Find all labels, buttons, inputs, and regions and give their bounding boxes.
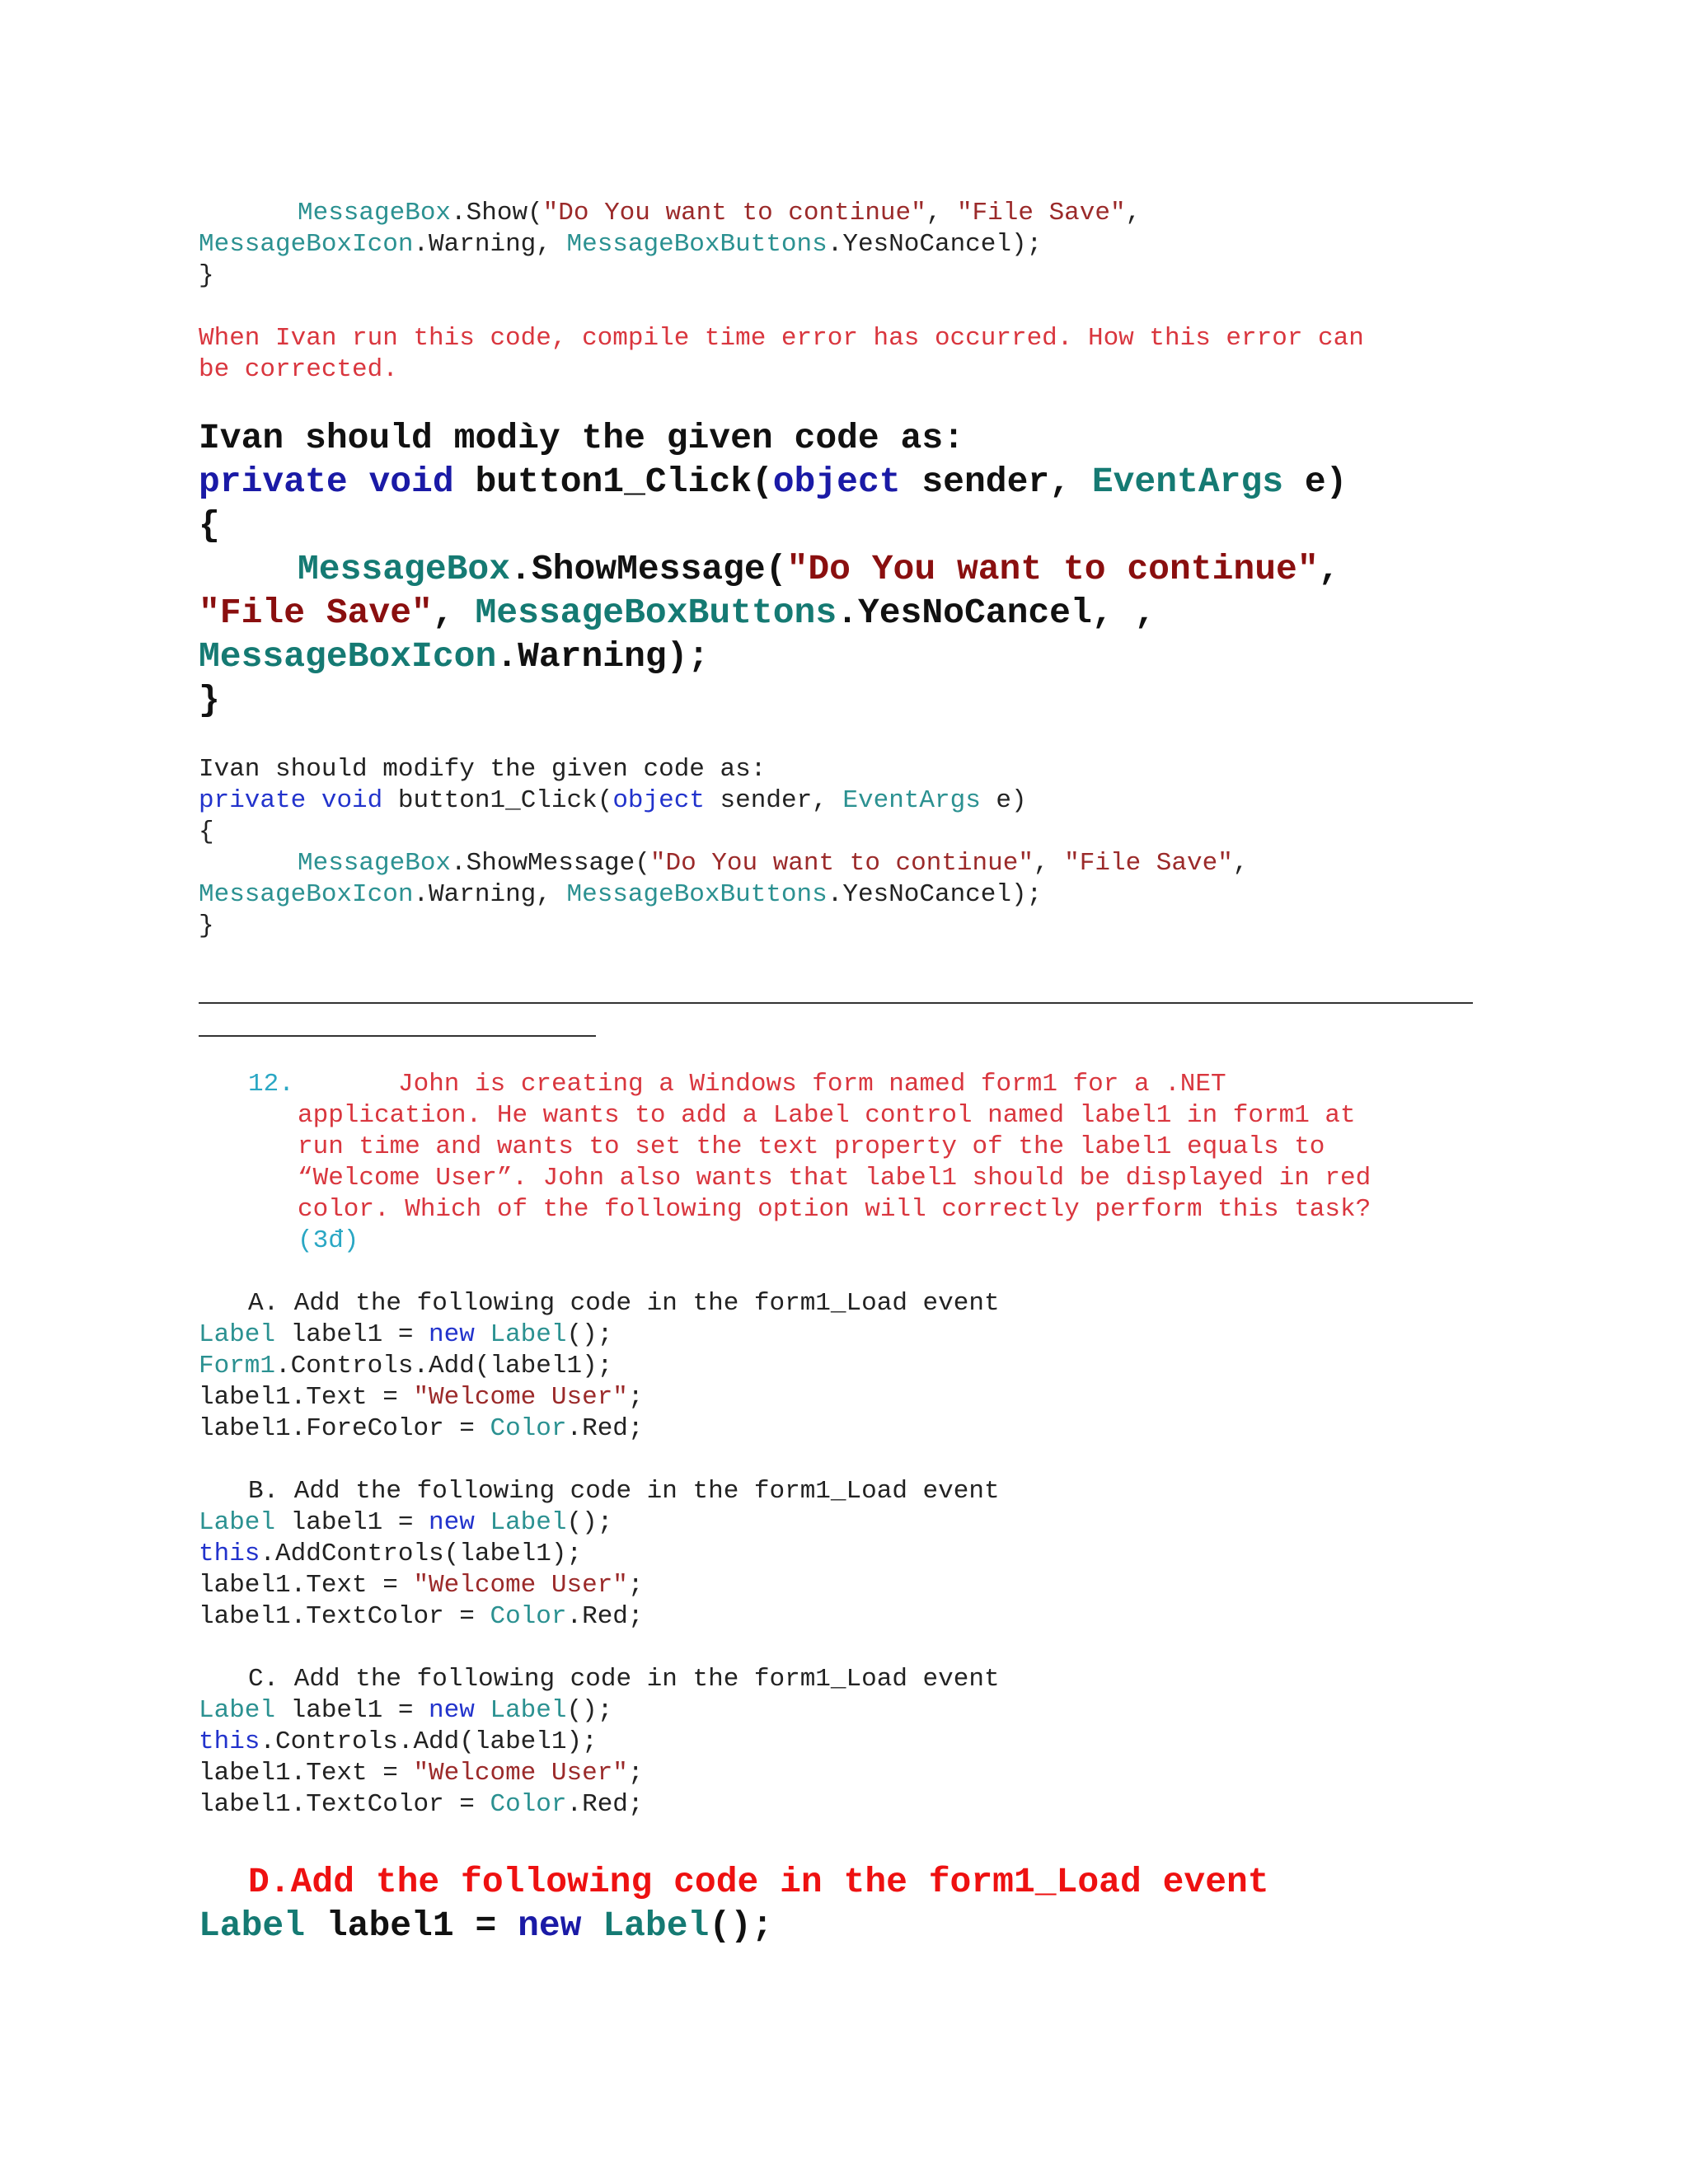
code-string: "Do You want to continue": [786, 549, 1319, 589]
code-text: ();: [566, 1508, 613, 1537]
code-text: ();: [566, 1696, 613, 1725]
code-text: .YesNoCancel);: [827, 880, 1043, 909]
code-text: .ShowMessage(: [451, 849, 650, 878]
code-text: button1_Click(: [397, 786, 613, 815]
code-text: label1.Text =: [199, 1759, 414, 1788]
code-keyword: new: [429, 1320, 475, 1349]
code-type: MessageBox: [298, 849, 452, 878]
code-text: ,: [432, 593, 476, 633]
code-brace: }: [199, 912, 214, 940]
question-text: be corrected.: [199, 355, 398, 384]
code-text: .YesNoCancel, ,: [837, 593, 1156, 633]
code-text: ,: [926, 199, 957, 227]
code-text: ,: [1033, 849, 1065, 878]
code-type: Label: [199, 1905, 306, 1946]
code-keyword: this: [199, 1727, 260, 1756]
code-text: [582, 1905, 603, 1946]
separator-line: [199, 1035, 596, 1037]
code-keyword: object: [612, 786, 705, 815]
option-b-title: B. Add the following code in the form1_Load event: [248, 1477, 1000, 1506]
code-line: [199, 1905, 773, 1946]
code-type: Color: [490, 1414, 567, 1443]
code-line: [199, 1792, 644, 1817]
question-text: run time and wants to set the text property of the label1 equals to: [298, 1132, 1325, 1161]
code-type: MessageBoxIcon: [199, 230, 414, 259]
code-text: label1.TextColor =: [199, 1790, 490, 1819]
code-text: ,: [1318, 549, 1340, 589]
code-text: label1 =: [275, 1696, 429, 1725]
code-line: [199, 1541, 582, 1567]
code-type: Label: [199, 1508, 276, 1537]
code-text: label1 =: [305, 1905, 518, 1946]
question-text: application. He wants to add a Label control named label1 in form1 at: [298, 1101, 1356, 1130]
code-line: [199, 1698, 612, 1723]
code-text: [475, 1508, 490, 1537]
code-type: MessageBoxButtons: [566, 230, 828, 259]
option-a-title: A. Add the following code in the form1_Load event: [248, 1289, 1000, 1318]
code-text: label1.ForeColor =: [199, 1414, 490, 1443]
code-string: "Welcome User": [413, 1571, 628, 1600]
code-line: [199, 462, 1348, 502]
code-type: MessageBoxButtons: [475, 593, 837, 633]
question-text: John is creating a Windows form named form1 for a .NET: [398, 1070, 1226, 1099]
code-line: [298, 551, 1339, 587]
code-text: .Red;: [566, 1414, 644, 1443]
code-text: ;: [627, 1383, 644, 1412]
code-type: Label: [603, 1905, 710, 1946]
code-type: MessageBoxIcon: [199, 636, 497, 677]
code-string: "Do You want to continue": [542, 199, 926, 227]
question-text: When Ivan run this code, compile time error has occurred. How this error can: [199, 324, 1364, 353]
code-string: "File Save": [199, 593, 433, 633]
code-text: ,: [1232, 849, 1249, 878]
code-type: MessageBox: [298, 199, 452, 227]
option-c-title: C. Add the following code in the form1_Load event: [248, 1665, 1000, 1694]
code-keyword: object: [772, 462, 901, 502]
code-type: EventArgs: [1091, 462, 1284, 502]
code-type: Label: [199, 1696, 276, 1725]
code-text: label1.Text =: [199, 1383, 414, 1412]
code-text: .Warning,: [413, 230, 567, 259]
code-text: .Show(: [451, 199, 543, 227]
code-text: ;: [627, 1759, 644, 1788]
code-line: [298, 851, 1248, 876]
code-text: [475, 1696, 490, 1725]
code-keyword: void: [321, 786, 383, 815]
code-text: [475, 1320, 490, 1349]
code-string: "Do You want to continue": [649, 849, 1034, 878]
code-brace: }: [199, 261, 214, 290]
code-type: MessageBoxButtons: [566, 880, 828, 909]
code-type: MessageBox: [298, 549, 511, 589]
code-text: ,: [1125, 199, 1142, 227]
code-keyword: new: [429, 1508, 475, 1537]
code-keyword: new: [429, 1696, 475, 1725]
code-type: Form1: [199, 1352, 276, 1380]
code-line: [199, 593, 1156, 633]
code-string: "File Save": [1064, 849, 1233, 878]
code-type: EventArgs: [842, 786, 981, 815]
code-type: Label: [490, 1320, 567, 1349]
code-text: .ShowMessage(: [510, 549, 787, 589]
code-line: [199, 636, 710, 677]
code-text: ();: [709, 1905, 773, 1946]
code-text: .Controls.Add(label1);: [275, 1352, 613, 1380]
question-points: (3đ): [298, 1226, 359, 1255]
code-text: label1.Text =: [199, 1571, 414, 1600]
code-text: .Controls.Add(label1);: [260, 1727, 598, 1756]
code-line: [199, 263, 214, 288]
code-type: MessageBoxIcon: [199, 880, 414, 909]
separator-line: [199, 1002, 1473, 1004]
code-line: [199, 1510, 612, 1535]
code-keyword: private: [199, 786, 307, 815]
answer-intro: Ivan should modìy the given code as:: [199, 418, 964, 458]
code-string: "File Save": [956, 199, 1126, 227]
code-keyword: this: [199, 1540, 260, 1568]
code-text: .Red;: [566, 1790, 644, 1819]
question-text: color. Which of the following option will correctly perform this task?: [298, 1195, 1372, 1224]
code-line: [298, 200, 1141, 226]
code-text: e): [1283, 462, 1348, 502]
code-text: button1_Click(: [475, 462, 773, 502]
code-text: label1 =: [275, 1320, 429, 1349]
code-line: [199, 1729, 598, 1755]
code-brace: {: [199, 818, 214, 846]
code-line: [199, 1416, 644, 1441]
code-line: [199, 788, 1027, 813]
code-text: label1.TextColor =: [199, 1602, 490, 1631]
answer-intro: Ivan should modify the given code as:: [199, 755, 767, 784]
code-keyword: new: [518, 1905, 582, 1946]
code-text: label1 =: [275, 1508, 429, 1537]
code-text: .Red;: [566, 1602, 644, 1631]
code-line: [199, 1760, 644, 1786]
code-brace: {: [199, 505, 220, 546]
code-type: Label: [490, 1696, 567, 1725]
question-text: “Welcome User”. John also wants that label1 should be displayed in red: [298, 1164, 1372, 1193]
code-text: .Warning,: [413, 880, 567, 909]
code-line: [199, 1604, 644, 1629]
code-line: [199, 232, 1042, 257]
code-string: "Welcome User": [413, 1759, 628, 1788]
code-text: ();: [566, 1320, 613, 1349]
code-text: sender,: [704, 786, 843, 815]
code-keyword: void: [368, 462, 454, 502]
code-text: ;: [627, 1571, 644, 1600]
code-text: e): [980, 786, 1027, 815]
code-line: [199, 1322, 612, 1347]
code-line: [199, 1385, 644, 1410]
code-string: "Welcome User": [413, 1383, 628, 1412]
code-line: [199, 882, 1042, 907]
question-number: 12.: [248, 1070, 294, 1099]
code-keyword: private: [199, 462, 348, 502]
code-line: [199, 1353, 612, 1379]
code-text: .YesNoCancel);: [827, 230, 1043, 259]
code-text: .AddControls(label1);: [260, 1540, 583, 1568]
code-type: Color: [490, 1790, 567, 1819]
code-brace: }: [199, 680, 220, 720]
code-type: Color: [490, 1602, 567, 1631]
code-text: .Warning);: [496, 636, 710, 677]
code-type: Label: [199, 1320, 276, 1349]
code-text: sender,: [900, 462, 1092, 502]
code-line: [199, 1572, 644, 1598]
code-type: Label: [490, 1508, 567, 1537]
option-d-title: D.Add the following code in the form1_Load event: [248, 1862, 1269, 1902]
